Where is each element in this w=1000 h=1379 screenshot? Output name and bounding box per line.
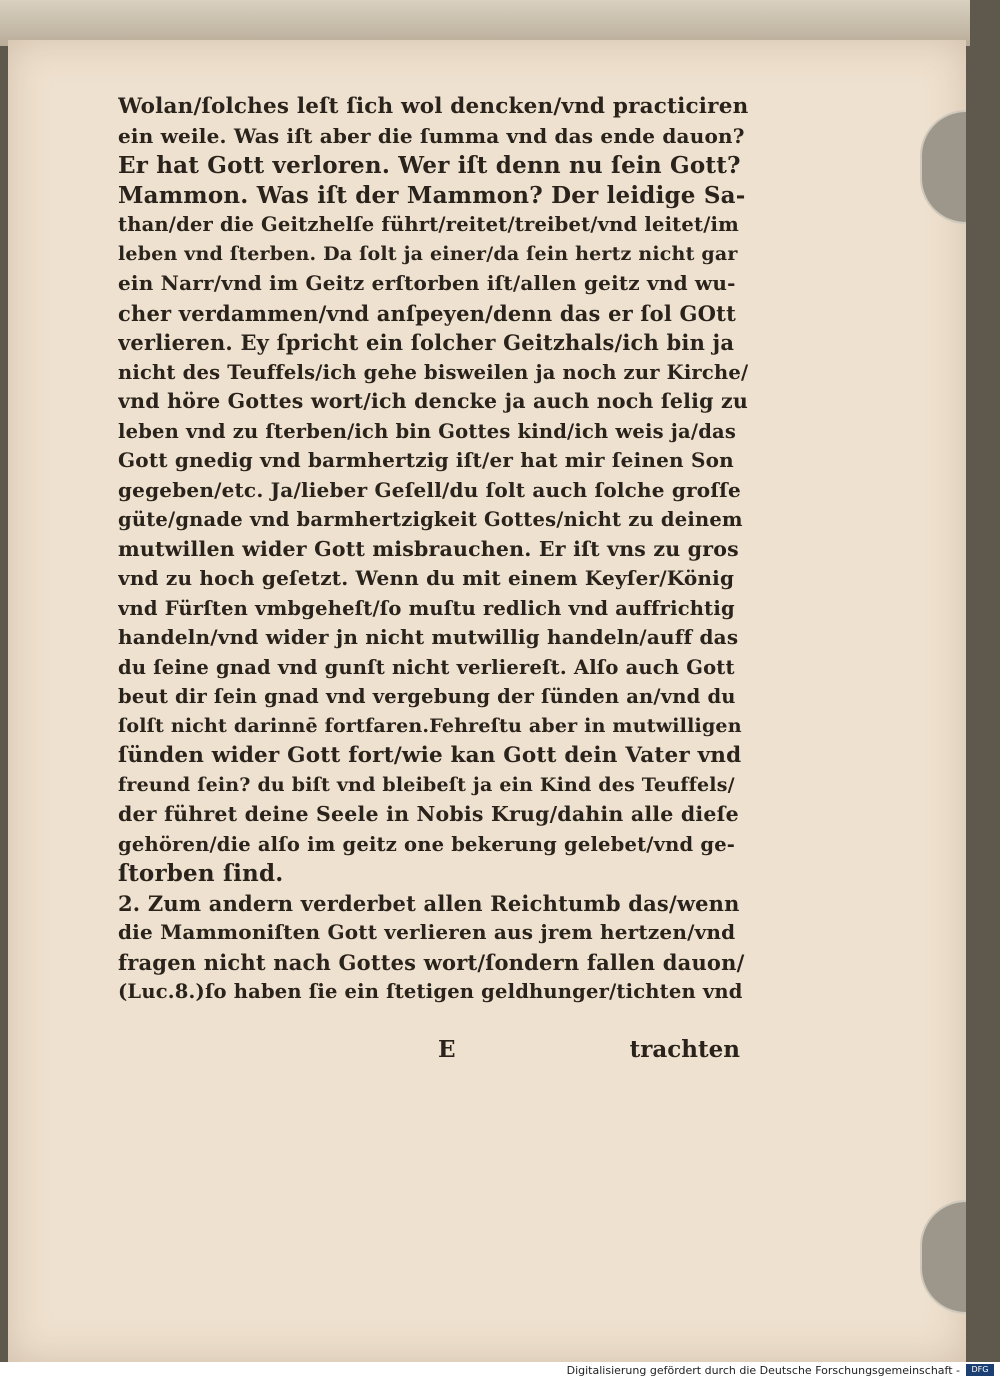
text-line: nicht des Teuffels/ich gehe bisweilen ja noch zur Kirche/ [118,360,748,384]
text-line: 2. Zum andern verderbet allen Reichtumb das/wenn [118,890,740,916]
text-line: ſtorben ſind. [118,860,284,887]
text-line: leben vnd ſterben. Da ſolt ja einer/da ſein hertz nicht gar [118,242,738,265]
text-line: handeln/vnd wider jn nicht mutwillig handeln/auff das [118,625,739,649]
text-line: vnd zu hoch geſetzt. Wenn du mit einem Keyſer/König [118,566,735,590]
text-line: beut dir ſein gnad vnd vergebung der ſünden an/vnd du [118,685,736,708]
signature-mark: E [438,1036,456,1063]
page-body-text [118,92,748,1007]
dfg-logo: DFG [966,1364,994,1376]
text-line: Er hat Gott verloren. Wer iſt denn nu ſein Gott? [118,152,741,179]
catchword: trachten [629,1036,740,1063]
text-line: ein weile. Was iſt aber die ſumma vnd das ende dauon? [118,123,745,148]
text-line: vnd Fürſten vmbgeheſt/ſo muſtu redlich vnd auffrichtig [118,596,735,620]
text-line: gehören/die alſo im geitz one bekerung gelebet/vnd ge- [118,832,736,856]
page-clip-bottom [920,1200,966,1314]
text-line: Gott gnedig vnd barmhertzig iſt/er hat mir ſeinen Son [118,448,734,472]
footer-credit: Digitalisierung gefördert durch die Deutsche Forschungsgemeinschaft - [566,1364,960,1377]
text-line: der führet deine Seele in Nobis Krug/dahin alle dieſe [118,802,739,826]
text-line: Wolan/ſolches leſt ſich wol dencken/vnd practiciren [118,94,748,119]
text-line: gegeben/etc. Ja/lieber Geſell/du ſolt auch ſolche groſſe [118,477,741,502]
text-line: mutwillen wider Gott misbrauchen. Er iſt vns zu gros [118,536,739,561]
digitization-footer [0,1362,1000,1379]
text-line: ein Narr/vnd im Geitz erſtorben iſt/allen geitz vnd wu- [118,271,736,295]
text-line: verlieren. Ey ſpricht ein ſolcher Geitzhals/ich bin ja [118,330,735,355]
text-line: cher verdammen/vnd anſpeyen/denn das er ſol GOtt [118,300,736,326]
text-line: leben vnd zu ſterben/ich bin Gottes kind/ich weis ja/das [118,419,737,443]
text-line: du ſeine gnad vnd gunſt nicht verliereſt. Alſo auch Gott [118,655,735,679]
text-line: Mammon. Was iſt der Mammon? Der leidige Sa- [118,181,746,209]
text-line: die Mammoniſten Gott verlieren aus jrem hertzen/vnd [118,920,736,944]
text-line: güte/gnade vnd barmhertzigkeit Gottes/nicht zu deinem [118,508,743,531]
text-line: fragen nicht nach Gottes wort/ſondern fallen dauon/ [118,949,745,975]
text-line: ſolſt nicht darinnē fortfaren.Fehreſtu aber in mutwilligen [118,714,742,737]
page-clip-top [920,110,966,224]
text-line: vnd höre Gottes wort/ich dencke ja auch noch ſelig zu [118,389,748,413]
text-line: freund ſein? du biſt vnd bleibeſt ja ein Kind des Teuffels/ [118,773,735,796]
text-line: (Luc.8.)ſo haben ſie ein ſtetigen geldhunger/tichten vnd [118,980,743,1003]
page-foot [118,1036,748,1066]
text-line: than/der die Geitzhelſe führt/reitet/treibet/vnd leitet/im [118,213,739,236]
text-line: ſünden wider Gott fort/wie kan Gott dein Vater vnd [118,743,742,768]
